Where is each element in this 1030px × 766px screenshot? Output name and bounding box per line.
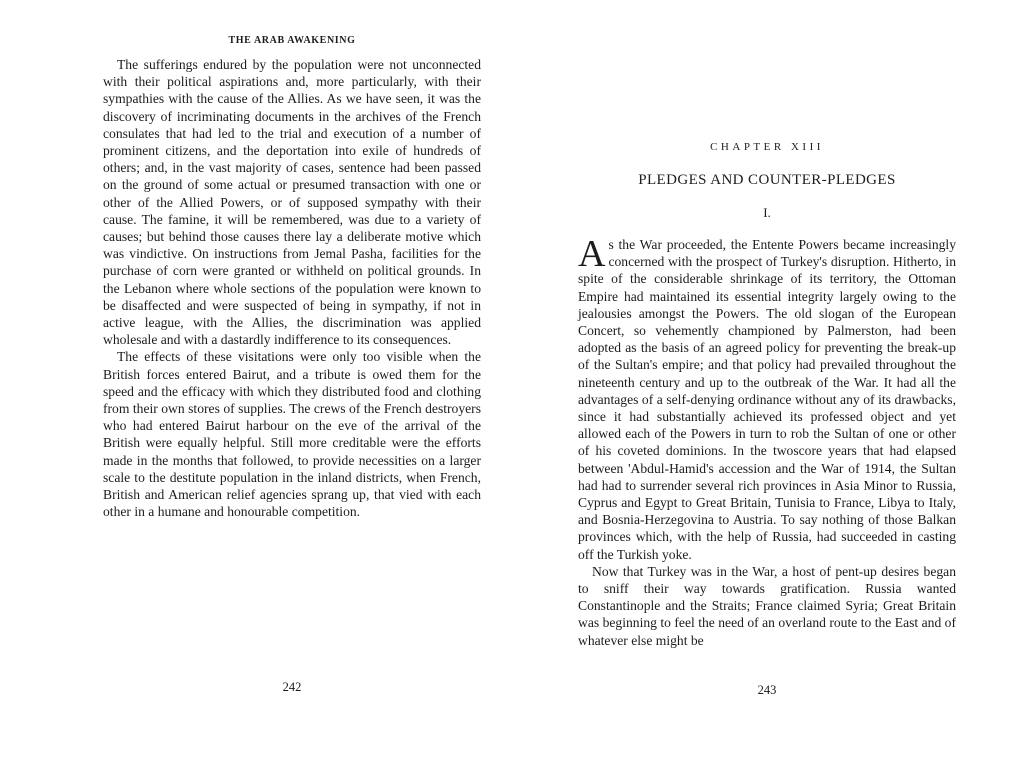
running-head: THE ARAB AWAKENING [228, 35, 356, 46]
chapter-label: CHAPTER XIII [710, 141, 824, 153]
right-page [515, 0, 1030, 766]
paragraph: The sufferings endured by the population were not unconnected with their political aspirations and, more particularly, with their sympathies with the cause of the Allies. As we have seen, it was the discovery of incriminating documents in the archives of the French consulates that had led to the trial and execution of a number of prominent citizens, and the deportation into exile of hundreds of others; and, in the vast majority of cases, sentence had been passed on the ground of some actual or presumed transaction with one or other of the Allied Powers, or of supposed sympathy with their cause. The famine, it will be remembered, was due to a variety of causes; but behind those causes there lay a deliberate motive which was vindictive. On instructions from Jemal Pasha, facilities for the purchase of corn were granted or withheld on political grounds. In the Lebanon where whole sections of the population were known to be disaffected and were suspected of being in sympathy, if not in active league, with the Allies, the discrimination was applied wholesale and with a dastardly indifference to its consequences. [103, 57, 481, 348]
left-page-body [103, 56, 481, 520]
paragraph-text: s the War proceeded, the Entente Powers became increasingly concerned with the prospect of Turkey's disruption. Hitherto, in spite of the considerable shrinkage of its territory, the Ottoman Empire had maintained its essential integrity largely owing to the jealousies amongst the Powers. The old slogan of the European Concert, so vehemently championed by Palmerston, had been adopted as the basis of an agreed policy for preventing the break-up of the Sultan's empire; and that policy had prevailed throughout the nineteenth century and up to the outbreak of the War. It had all the advantages of a self-denying ordinance without any of its drawbacks, since it had substantially achieved its professed object and yet allowed each of the Powers in turn to rob the Sultan of one or other of his coveted dominions. In the twoscore years that had elapsed between 'Abdul-Hamid's accession and the War of 1914, the Sultan had had to surrender several rich provinces in Asia Minor to Russia, Cyprus and Egypt to Great Britain, Tunisia to France, Libya to Italy, and Bosnia-Herzegovina to Austria. To say nothing of those Balkan provinces which, with the help of Russia, had succeeded in casting off the Turkish yoke. [578, 237, 956, 562]
paragraph [578, 233, 956, 563]
section-number: I. [763, 205, 771, 220]
chapter-title: PLEDGES AND COUNTER-PLEDGES [638, 172, 896, 188]
paragraph: The effects of these visitations were only too visible when the British forces entered Bairut, and a tribute is owed them for the speed and the efficacy with which they distributed food and clothing from their own stores of supplies. The crews of the French destroyers who had entered Bairut harbour on the eve of the arrival of the British were equally helpful. Still more creditable were the efforts made in the months that followed, to provide necessities on a larger scale to the destitute population in the inland districts, when French, British and American relief agencies sprang up, that vied with each other in a humane and honourable competition. [103, 349, 481, 520]
right-page-body [578, 233, 956, 649]
page-number-left: 242 [282, 680, 302, 694]
drop-cap: A [578, 233, 606, 275]
page-number-right: 243 [757, 683, 777, 697]
paragraph: Now that Turkey was in the War, a host of pent-up desires began to sniff their way towards gratification. Russia wanted Constantinople and the Straits; France claimed Syria; Great Britain was beginning to feel the need of an overland route to the East and of whatever else might be [578, 563, 956, 648]
